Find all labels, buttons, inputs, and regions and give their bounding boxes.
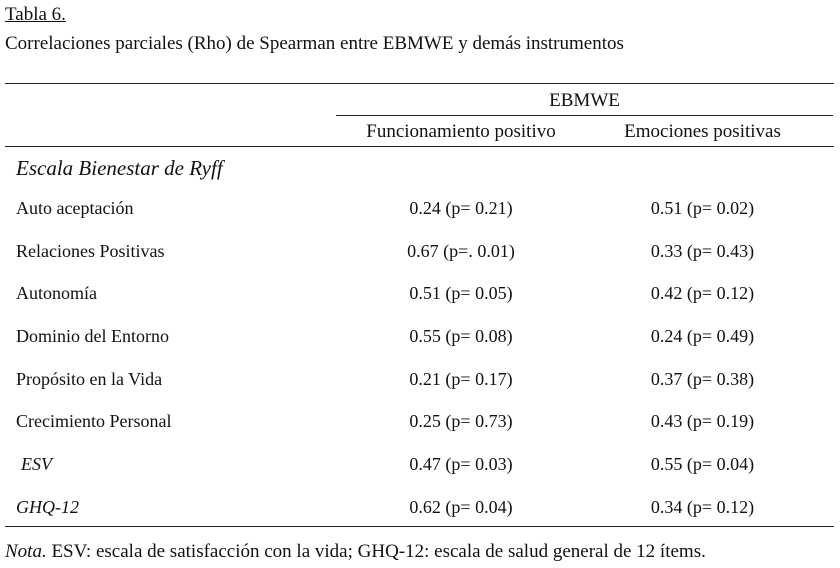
table-title: Correlaciones parciales (Rho) de Spearman entre EBMWE y demás instrumentos <box>5 33 624 54</box>
cell-emociones: 0.42 (p= 0.12) <box>650 283 755 303</box>
column-header-funcionamiento: Funcionamiento positivo <box>366 121 556 142</box>
cell-funcionamiento: 0.51 (p= 0.05) <box>409 283 513 303</box>
note-prefix: Nota. <box>5 541 47 562</box>
cell-funcionamiento: 0.62 (p= 0.04) <box>409 497 513 517</box>
cell-funcionamiento: 0.24 (p= 0.21) <box>409 198 513 218</box>
cell-emociones: 0.33 (p= 0.43) <box>650 241 755 261</box>
header-rule <box>5 146 834 147</box>
group-header-ebmwe: EBMWE <box>549 90 620 111</box>
cell-funcionamiento: 0.67 (p=. 0.01) <box>407 241 515 261</box>
table-note <box>5 541 706 563</box>
bottom-rule <box>5 526 834 527</box>
cell-emociones: 0.55 (p= 0.04) <box>650 454 755 474</box>
table-row <box>0 454 840 484</box>
row-label: Dominio del Entorno <box>16 326 169 346</box>
table-number: Tabla 6. <box>5 4 66 25</box>
row-label: GHQ-12 <box>16 497 79 517</box>
row-label: Auto aceptación <box>16 198 134 218</box>
cell-funcionamiento: 0.47 (p= 0.03) <box>409 454 513 474</box>
cell-funcionamiento: 0.55 (p= 0.08) <box>409 326 513 346</box>
row-label: Propósito en la Vida <box>16 369 163 389</box>
row-label: Crecimiento Personal <box>16 411 172 431</box>
table-row <box>0 241 840 271</box>
table-row <box>0 369 840 399</box>
row-label: Autonomía <box>16 283 97 303</box>
row-label: Relaciones Positivas <box>16 241 165 261</box>
column-header-emociones: Emociones positivas <box>624 121 781 142</box>
top-rule <box>5 83 834 84</box>
cell-funcionamiento: 0.21 (p= 0.17) <box>409 369 513 389</box>
cell-funcionamiento: 0.25 (p= 0.73) <box>409 411 513 431</box>
row-label: ESV <box>21 454 52 474</box>
cell-emociones: 0.43 (p= 0.19) <box>650 411 755 431</box>
cell-emociones: 0.34 (p= 0.12) <box>650 497 755 517</box>
table-row <box>0 411 840 441</box>
cell-emociones: 0.37 (p= 0.38) <box>650 369 755 389</box>
table-row <box>0 198 840 228</box>
group-rule <box>336 115 833 116</box>
note-text: ESV: escala de satisfacción con la vida; GHQ-12: escala de salud general de 12 ítems. <box>46 541 706 562</box>
table-row <box>0 497 840 527</box>
cell-emociones: 0.51 (p= 0.02) <box>650 198 755 218</box>
table-row <box>0 283 840 313</box>
table-row <box>0 326 840 356</box>
section-label-ryff: Escala Bienestar de Ryff <box>16 156 223 180</box>
cell-emociones: 0.24 (p= 0.49) <box>650 326 755 346</box>
